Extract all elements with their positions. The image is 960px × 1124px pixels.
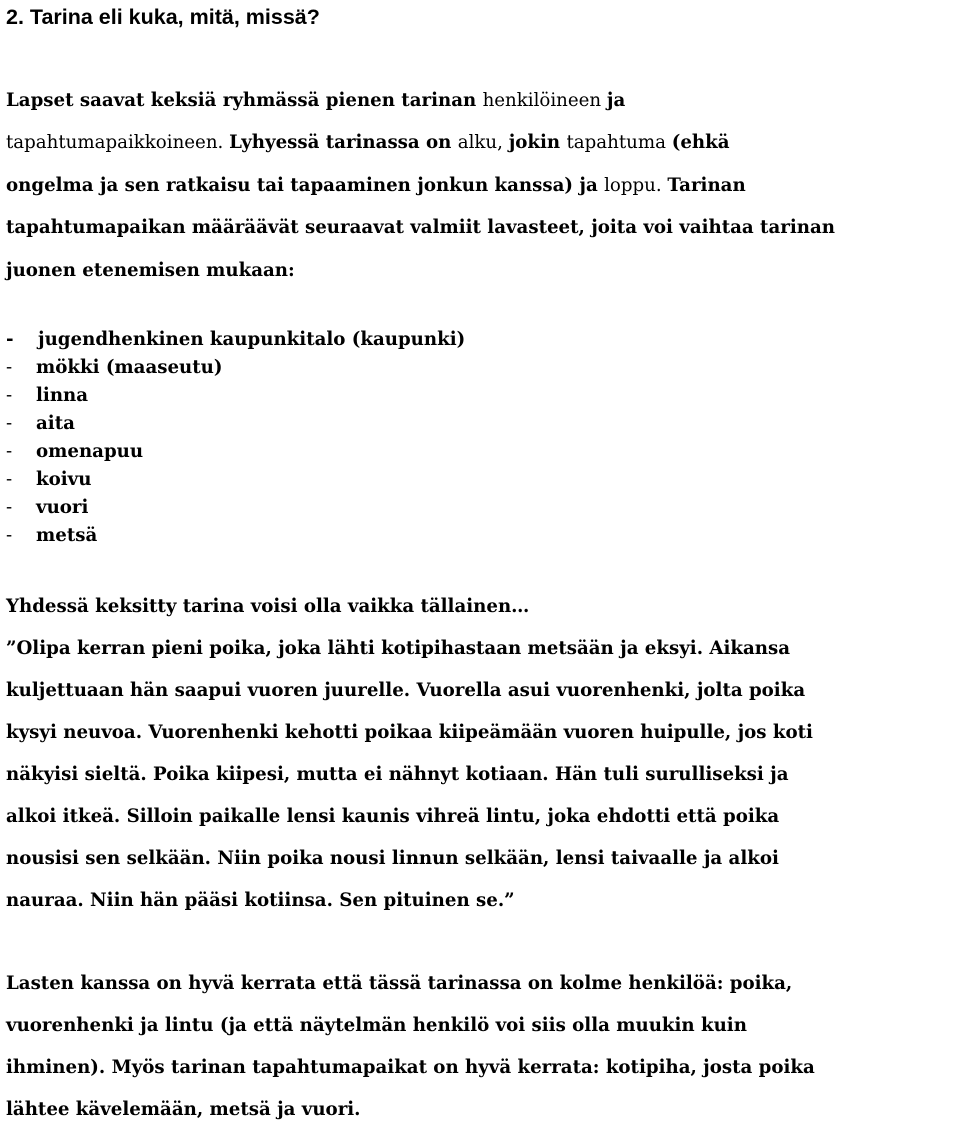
list-item-label: mökki (maaseutu) bbox=[36, 357, 223, 378]
intro-text-run: alku, bbox=[457, 132, 509, 153]
story-line: näkyisi sieltä. Poika kiipesi, mutta ei nähnyt kotiaan. Hän tuli surulliseksi ja bbox=[6, 764, 789, 785]
closing-line: lähtee kävelemään, metsä ja vuori. bbox=[6, 1099, 361, 1120]
intro-text-run: ja bbox=[606, 90, 626, 111]
intro-line bbox=[6, 173, 746, 199]
list-item bbox=[6, 467, 91, 493]
list-item-label: aita bbox=[36, 413, 75, 434]
list-item bbox=[6, 411, 75, 437]
list-item-label: koivu bbox=[36, 469, 92, 490]
list-item bbox=[6, 355, 223, 381]
story-line: kuljettuaan hän saapui vuoren juurelle. Vuorella asui vuorenhenki, jolta poika bbox=[6, 680, 806, 701]
section-heading: 2. Tarina eli kuka, mitä, missä? bbox=[6, 5, 320, 29]
list-dash: - bbox=[6, 525, 13, 546]
list-dash: - bbox=[6, 329, 14, 350]
intro-text-run: Lyhyessä tarinassa on bbox=[229, 132, 458, 153]
list-dash: - bbox=[6, 413, 13, 434]
intro-text-run: ongelma ja sen ratkaisu tai tapaaminen jonkun kanssa) ja bbox=[6, 175, 605, 196]
story-line: Yhdessä keksitty tarina voisi olla vaikka tällainen… bbox=[6, 596, 530, 617]
list-dash: - bbox=[6, 357, 13, 378]
intro-text-run: jokin bbox=[508, 132, 567, 153]
list-item-label: jugendhenkinen kaupunkitalo (kaupunki) bbox=[38, 329, 466, 350]
list-dash: - bbox=[6, 441, 13, 462]
intro-line bbox=[6, 88, 625, 114]
intro-line bbox=[6, 130, 730, 156]
closing-line: vuorenhenki ja lintu (ja että näytelmän henkilö voi siis olla muukin kuin bbox=[6, 1015, 747, 1036]
list-item bbox=[6, 383, 88, 409]
closing-line: ihminen). Myös tarinan tapahtumapaikat on hyvä kerrata: kotipiha, josta poika bbox=[6, 1057, 815, 1078]
list-item bbox=[6, 523, 97, 549]
list-item bbox=[6, 439, 143, 465]
intro-text-run: tapahtuma bbox=[566, 132, 672, 153]
intro-text-run: tapahtumapaikan määräävät seuraavat valmiit lavasteet, joita voi vaihtaa tarinan bbox=[6, 217, 835, 238]
list-item bbox=[6, 495, 88, 521]
list-item-label: linna bbox=[36, 385, 89, 406]
intro-text-run: henkilöineen bbox=[482, 90, 607, 111]
intro-line bbox=[6, 215, 835, 241]
intro-line bbox=[6, 258, 295, 284]
intro-text-run: Lapset saavat keksiä ryhmässä pienen tarinan bbox=[6, 90, 483, 111]
story-line: ”Olipa kerran pieni poika, joka lähti kotipihastaan metsään ja eksyi. Aikansa bbox=[6, 638, 791, 659]
list-dash: - bbox=[6, 497, 13, 518]
list-item bbox=[6, 327, 465, 353]
story-line: nousisi sen selkään. Niin poika nousi linnun selkään, lensi taivaalle ja alkoi bbox=[6, 848, 779, 869]
intro-text-run: tapahtumapaikkoineen. bbox=[6, 132, 230, 153]
story-line: alkoi itkeä. Silloin paikalle lensi kaunis vihreä lintu, joka ehdotti että poika bbox=[6, 806, 780, 827]
intro-text-run: juonen etenemisen mukaan: bbox=[6, 260, 295, 281]
closing-line: Lasten kanssa on hyvä kerrata että tässä tarinassa on kolme henkilöä: poika, bbox=[6, 973, 793, 994]
list-item-label: omenapuu bbox=[36, 441, 144, 462]
intro-text-run: (ehkä bbox=[671, 132, 730, 153]
intro-text-run: Tarinan bbox=[667, 175, 746, 196]
list-item-label: metsä bbox=[36, 525, 98, 546]
list-item-label: vuori bbox=[36, 497, 89, 518]
list-dash: - bbox=[6, 385, 13, 406]
intro-text-run: loppu. bbox=[604, 175, 668, 196]
story-line: nauraa. Niin hän pääsi kotiinsa. Sen pituinen se.” bbox=[6, 890, 515, 911]
story-line: kysyi neuvoa. Vuorenhenki kehotti poikaa kiipeämään vuoren huipulle, jos koti bbox=[6, 722, 813, 743]
list-dash: - bbox=[6, 469, 13, 490]
